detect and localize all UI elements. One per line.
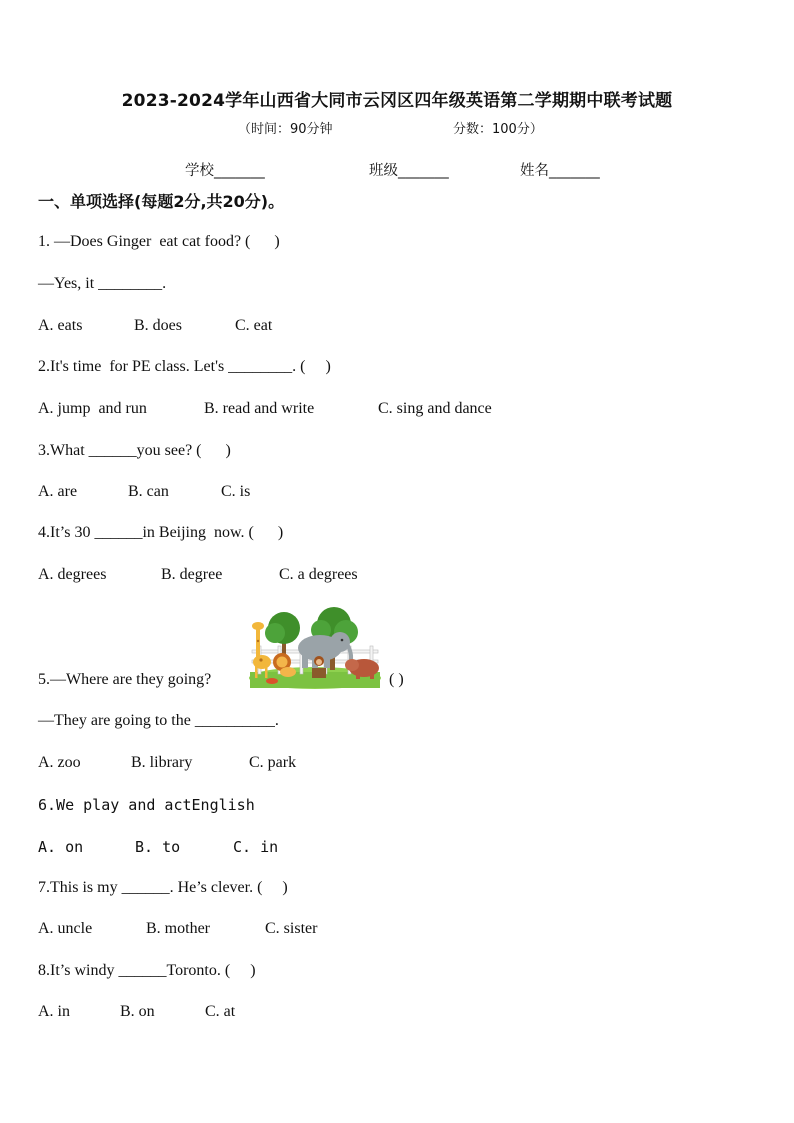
option-7b: B. mother [146, 920, 210, 937]
section-title: 一、单项选择(每题2分,共20分)。 [38, 192, 285, 211]
option-7c: C. sister [265, 920, 318, 937]
question-5-answer-line: —They are going to the __________. [38, 712, 279, 729]
name-field: 姓名_______ [520, 163, 600, 179]
option-5b: B. library [131, 754, 193, 771]
option-2b: B. read and write [204, 400, 315, 417]
question-7: 7.This is my ______. He’s clever. ( ) [38, 879, 288, 896]
question-3: 3.What ______you see? ( ) [38, 442, 231, 459]
option-6b: B. to [135, 838, 181, 856]
option-4b: B. degree [161, 566, 223, 583]
option-4a: A. degrees [38, 566, 107, 583]
question-8: 8.It’s windy ______Toronto. ( ) [38, 962, 256, 979]
question-4: 4.It’s 30 ______in Beijing now. ( ) [38, 524, 284, 541]
option-1c: C. eat [235, 317, 273, 334]
option-1b: B. does [134, 317, 182, 334]
exam-title: 2023-2024学年山西省大同市云冈区四年级英语第二学期期中联考试题 [121, 91, 673, 111]
option-6a: A. on [38, 838, 84, 856]
question-5-paren: ( ) [389, 671, 404, 688]
question-1: 1. —Does Ginger eat cat food? ( ) [38, 233, 280, 250]
class-field: 班级_______ [369, 163, 449, 179]
school-field: 学校_______ [185, 163, 265, 179]
option-2c: C. sing and dance [378, 400, 492, 417]
option-4c: C. a degrees [279, 566, 358, 583]
option-8c: C. at [205, 1003, 236, 1020]
option-3c: C. is [221, 483, 251, 500]
exam-score: 分数：100分） [453, 122, 543, 137]
question-5: 5.—Where are they going? [38, 671, 212, 688]
option-6c: C. in [233, 838, 279, 856]
option-3b: B. can [128, 483, 169, 500]
option-2a: A. jump and run [38, 400, 147, 417]
zoo-animals-image [248, 606, 382, 690]
option-5a: A. zoo [38, 754, 81, 771]
option-8a: A. in [38, 1003, 70, 1020]
question-1-answer-line: —Yes, it ________. [38, 275, 167, 292]
question-6: 6.We play and actEnglish [38, 796, 255, 814]
option-1a: A. eats [38, 317, 83, 334]
option-3a: A. are [38, 483, 78, 500]
option-5c: C. park [249, 754, 297, 771]
option-7a: A. uncle [38, 920, 93, 937]
option-8b: B. on [120, 1003, 155, 1020]
exam-time: （时间：90分钟 [238, 122, 333, 137]
question-2: 2.It's time for PE class. Let's ________. ( ) [38, 358, 331, 375]
